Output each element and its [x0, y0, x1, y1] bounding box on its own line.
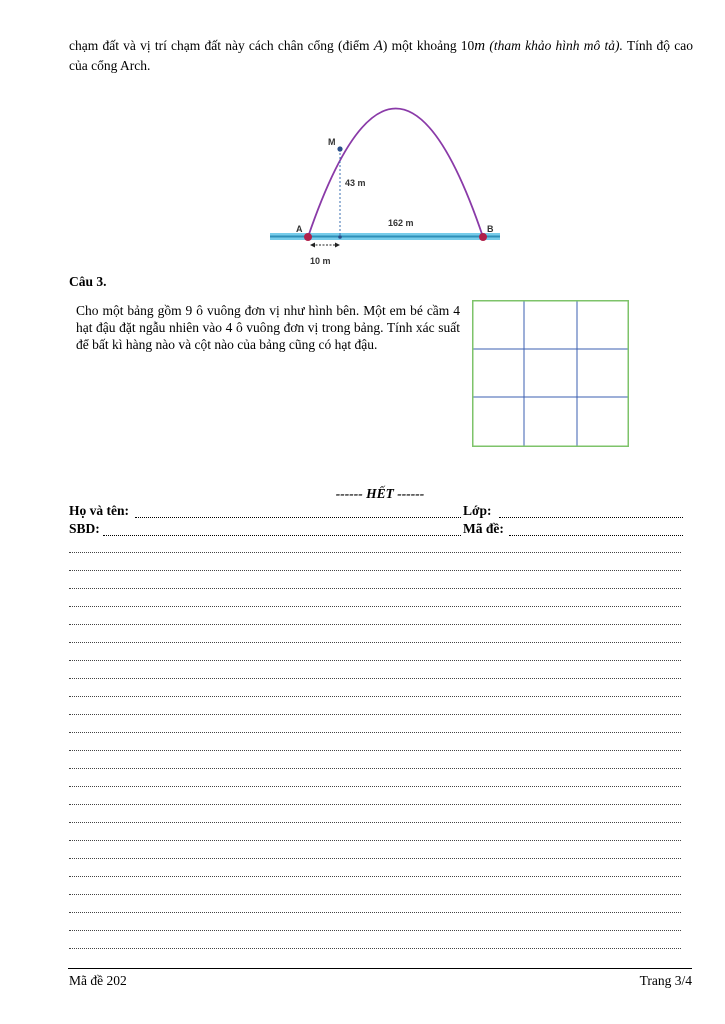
sbd-fill-line[interactable]: [103, 535, 461, 536]
form-row-name-class: [69, 502, 683, 522]
question3-title: Câu 3.: [69, 274, 107, 289]
grid-border: [473, 301, 629, 447]
offset-arrow-right-head: [335, 243, 340, 248]
answer-line[interactable]: [69, 552, 681, 553]
answer-line[interactable]: [69, 876, 681, 877]
arch-figure: [262, 82, 512, 274]
offset-arrow-left-head: [310, 243, 315, 248]
point-a-dot: [304, 233, 312, 241]
label-offset: 10 m: [310, 256, 331, 266]
answer-line[interactable]: [69, 714, 681, 715]
answer-line[interactable]: [69, 642, 681, 643]
answer-line[interactable]: [69, 570, 681, 571]
answer-line[interactable]: [69, 588, 681, 589]
point-a-math: A: [373, 38, 383, 54]
name-fill-line[interactable]: [135, 517, 461, 518]
answer-line[interactable]: [69, 660, 681, 661]
label-width: 162 m: [388, 218, 414, 228]
answer-line[interactable]: [69, 912, 681, 913]
name-label: Họ và tên:: [69, 503, 129, 518]
answer-line[interactable]: [69, 804, 681, 805]
three-by-three-grid: [472, 300, 629, 447]
answer-line[interactable]: [69, 750, 681, 751]
answer-line[interactable]: [69, 678, 681, 679]
question2-continuation: chạm đất và vị trí chạm đất này cách chân cổng (điểm A) một khoảng 10m (tham khảo hình mô tả). Tính độ cao của cổng Arch.: [69, 38, 693, 73]
label-m: M: [328, 137, 336, 147]
footer-exam-code: Mã đề 202: [69, 973, 127, 988]
label-height: 43 m: [345, 178, 366, 188]
question3-text: Cho một bảng gồm 9 ô vuông đơn vị như hình bên. Một em bé cầm 4 hạt đậu đặt ngẫu nhiên vào 4 ô vuông đơn vị trong bảng. Tính xác suất để bất kì hàng nào và cột nào của bảng cũng có hạt đậu.: [76, 303, 460, 352]
figure-reference-note: (tham khảo hình mô tả).: [489, 38, 623, 53]
sbd-label: SBD:: [69, 521, 100, 536]
answer-line[interactable]: [69, 768, 681, 769]
code-label: Mã đề:: [463, 521, 504, 536]
answer-line[interactable]: [69, 930, 681, 931]
answer-line[interactable]: [69, 822, 681, 823]
footer-page-number: Trang 3/4: [639, 973, 692, 988]
class-label: Lớp:: [463, 503, 492, 518]
answer-line[interactable]: [69, 948, 681, 949]
label-a: A: [296, 224, 303, 234]
foot-of-height-dot: [338, 235, 342, 239]
footer-divider: [68, 968, 692, 969]
class-fill-line[interactable]: [499, 517, 683, 518]
label-b: B: [487, 224, 494, 234]
code-fill-line[interactable]: [509, 535, 683, 536]
point-b-dot: [479, 233, 487, 241]
answer-line[interactable]: [69, 786, 681, 787]
answer-line[interactable]: [69, 894, 681, 895]
form-row-sbd-code: [69, 520, 683, 540]
answer-line[interactable]: [69, 858, 681, 859]
answer-line[interactable]: [69, 840, 681, 841]
answer-line[interactable]: [69, 696, 681, 697]
answer-line[interactable]: [69, 732, 681, 733]
end-marker: ------ HẾT ------: [335, 486, 425, 501]
answer-line[interactable]: [69, 606, 681, 607]
answer-line[interactable]: [69, 624, 681, 625]
point-m-dot: [337, 146, 342, 151]
